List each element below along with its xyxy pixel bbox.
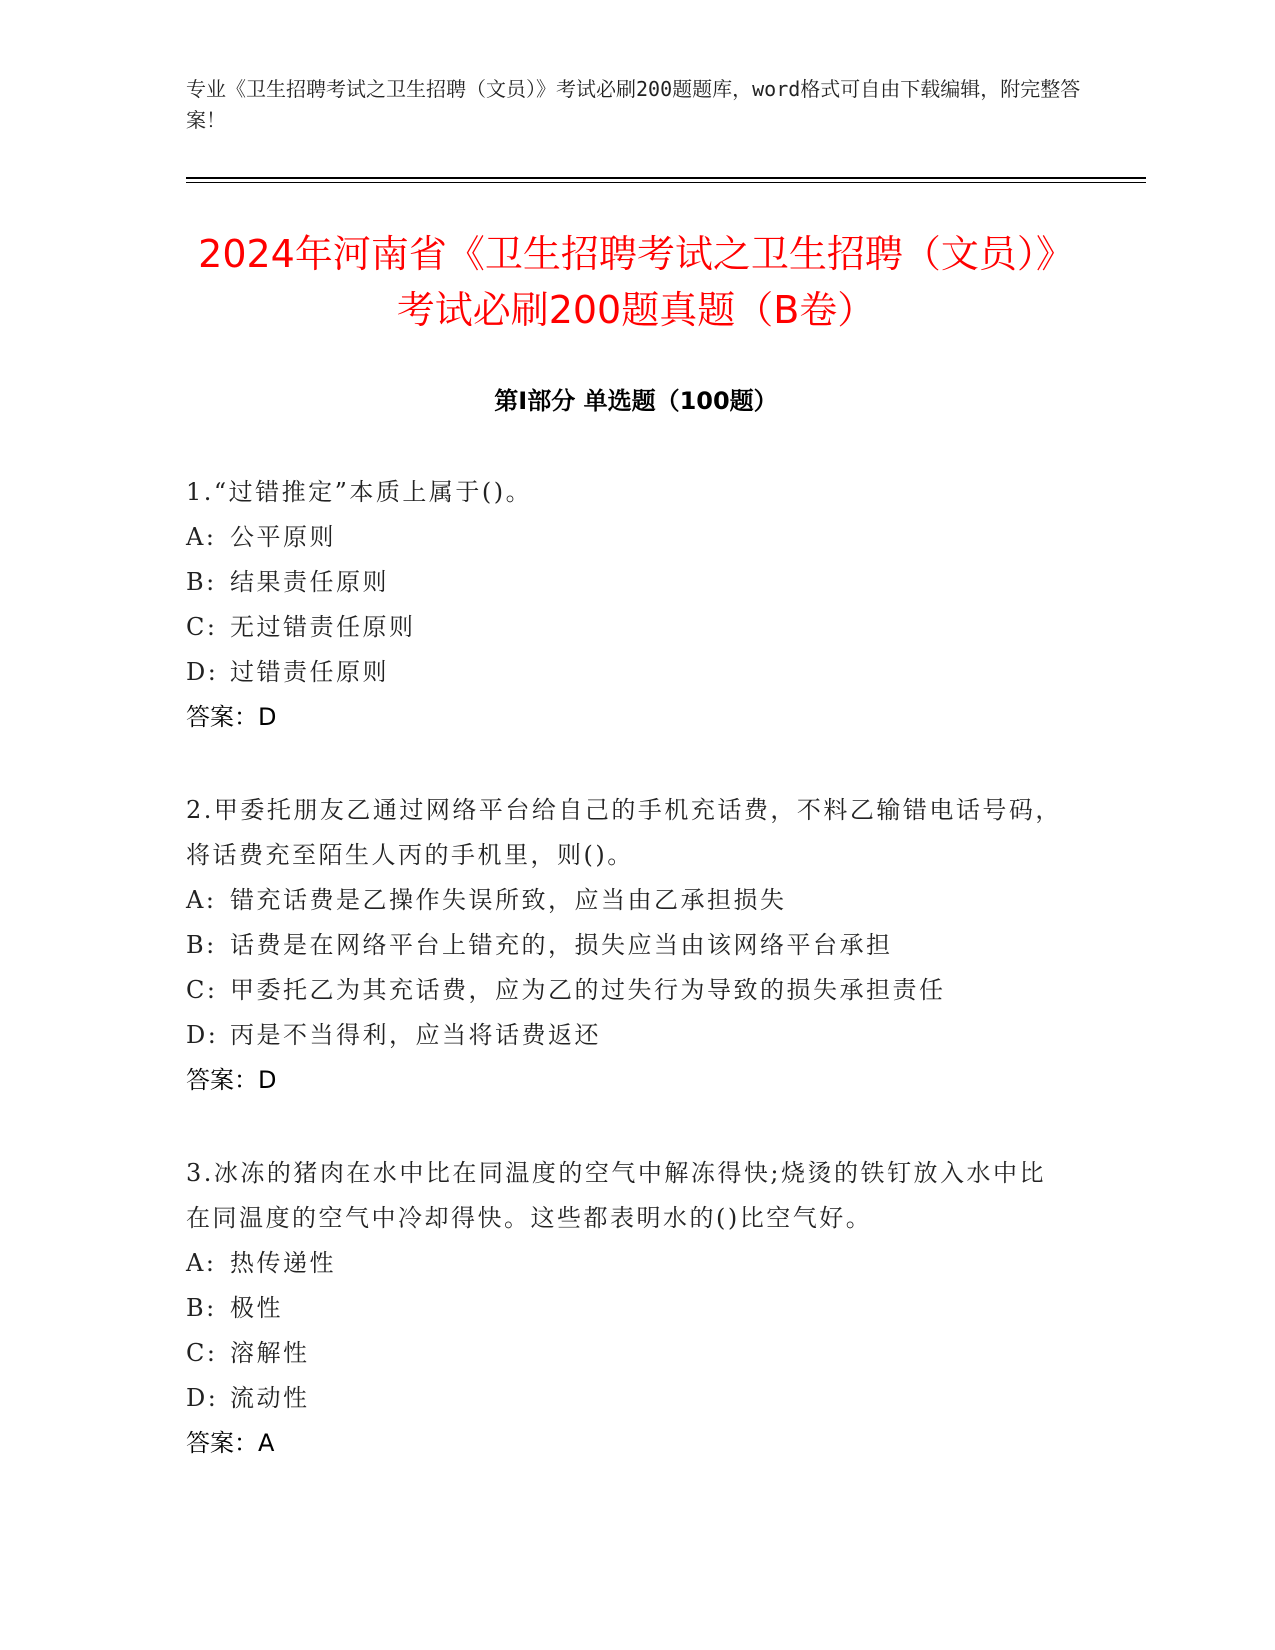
- answer-value: D: [258, 703, 277, 731]
- option-text: 错充话费是乙操作失误所致，应当由乙承担损失: [230, 886, 787, 914]
- option-text: 话费是在网络平台上错充的，损失应当由该网络平台承担: [230, 931, 893, 959]
- answer-label: 答案：: [186, 703, 258, 731]
- option-letter: D:: [186, 1384, 219, 1412]
- option-d: [186, 1013, 1066, 1058]
- answer-label: 答案：: [186, 1429, 258, 1457]
- option-letter: B:: [186, 931, 217, 959]
- question-1: [186, 470, 1066, 740]
- section-heading: 第Ⅰ部分 单选题（100题）: [494, 387, 778, 415]
- answer-line: [186, 1421, 1066, 1466]
- option-text: 无过错责任原则: [230, 613, 416, 641]
- option-text: 过错责任原则: [230, 658, 389, 686]
- option-b: [186, 1286, 1066, 1331]
- option-letter: C:: [186, 613, 218, 641]
- option-text: 甲委托乙为其充话费，应为乙的过失行为导致的损失承担责任: [230, 976, 946, 1004]
- option-letter: B:: [186, 568, 217, 596]
- document-title: 2024年河南省《卫生招聘考试之卫生招聘（文员）》考试必刷200题真题（B卷）: [198, 232, 1074, 332]
- option-c: [186, 1331, 1066, 1376]
- answer-line: [186, 1058, 1066, 1103]
- option-text: 丙是不当得利，应当将话费返还: [230, 1021, 601, 1049]
- answer-value: D: [258, 1066, 277, 1094]
- option-c: [186, 605, 1066, 650]
- question-stem: 3.冰冻的猪肉在水中比在同温度的空气中解冻得快;烧烫的铁钉放入水中比在同温度的空气中冷却得快。这些都表明水的()比空气好。: [186, 1159, 1046, 1232]
- option-a: [186, 878, 1066, 923]
- answer-value: A: [258, 1429, 275, 1457]
- option-letter: C:: [186, 1339, 218, 1367]
- option-letter: A:: [186, 1249, 217, 1277]
- question-list: [186, 470, 1066, 1514]
- option-letter: A:: [186, 523, 217, 551]
- option-d: [186, 1376, 1066, 1421]
- option-letter: C:: [186, 976, 218, 1004]
- option-text: 流动性: [230, 1384, 310, 1412]
- question-stem: 2.甲委托朋友乙通过网络平台给自己的手机充话费，不料乙输错电话号码，将话费充至陌生人丙的手机里，则()。: [186, 796, 1062, 869]
- option-text: 溶解性: [230, 1339, 310, 1367]
- option-b: [186, 560, 1066, 605]
- answer-label: 答案：: [186, 1066, 258, 1094]
- header-rule-thin: [186, 182, 1146, 183]
- option-d: [186, 650, 1066, 695]
- option-letter: A:: [186, 886, 217, 914]
- header-rule-thick: [186, 177, 1146, 179]
- answer-line: [186, 695, 1066, 740]
- option-a: [186, 515, 1066, 560]
- option-text: 极性: [230, 1294, 283, 1322]
- option-text: 热传递性: [230, 1249, 336, 1277]
- option-text: 公平原则: [230, 523, 336, 551]
- option-text: 结果责任原则: [230, 568, 389, 596]
- option-b: [186, 923, 1066, 968]
- question-2: [186, 788, 1066, 1103]
- option-letter: B:: [186, 1294, 217, 1322]
- question-3: [186, 1151, 1066, 1466]
- option-a: [186, 1241, 1066, 1286]
- option-letter: D:: [186, 1021, 219, 1049]
- option-letter: D:: [186, 658, 219, 686]
- header-note: 专业《卫生招聘考试之卫生招聘（文员）》考试必刷200题题库，word格式可自由下载编辑，附完整答案！: [186, 77, 1081, 132]
- question-stem: 1.“过错推定”本质上属于()。: [186, 478, 533, 506]
- option-c: [186, 968, 1066, 1013]
